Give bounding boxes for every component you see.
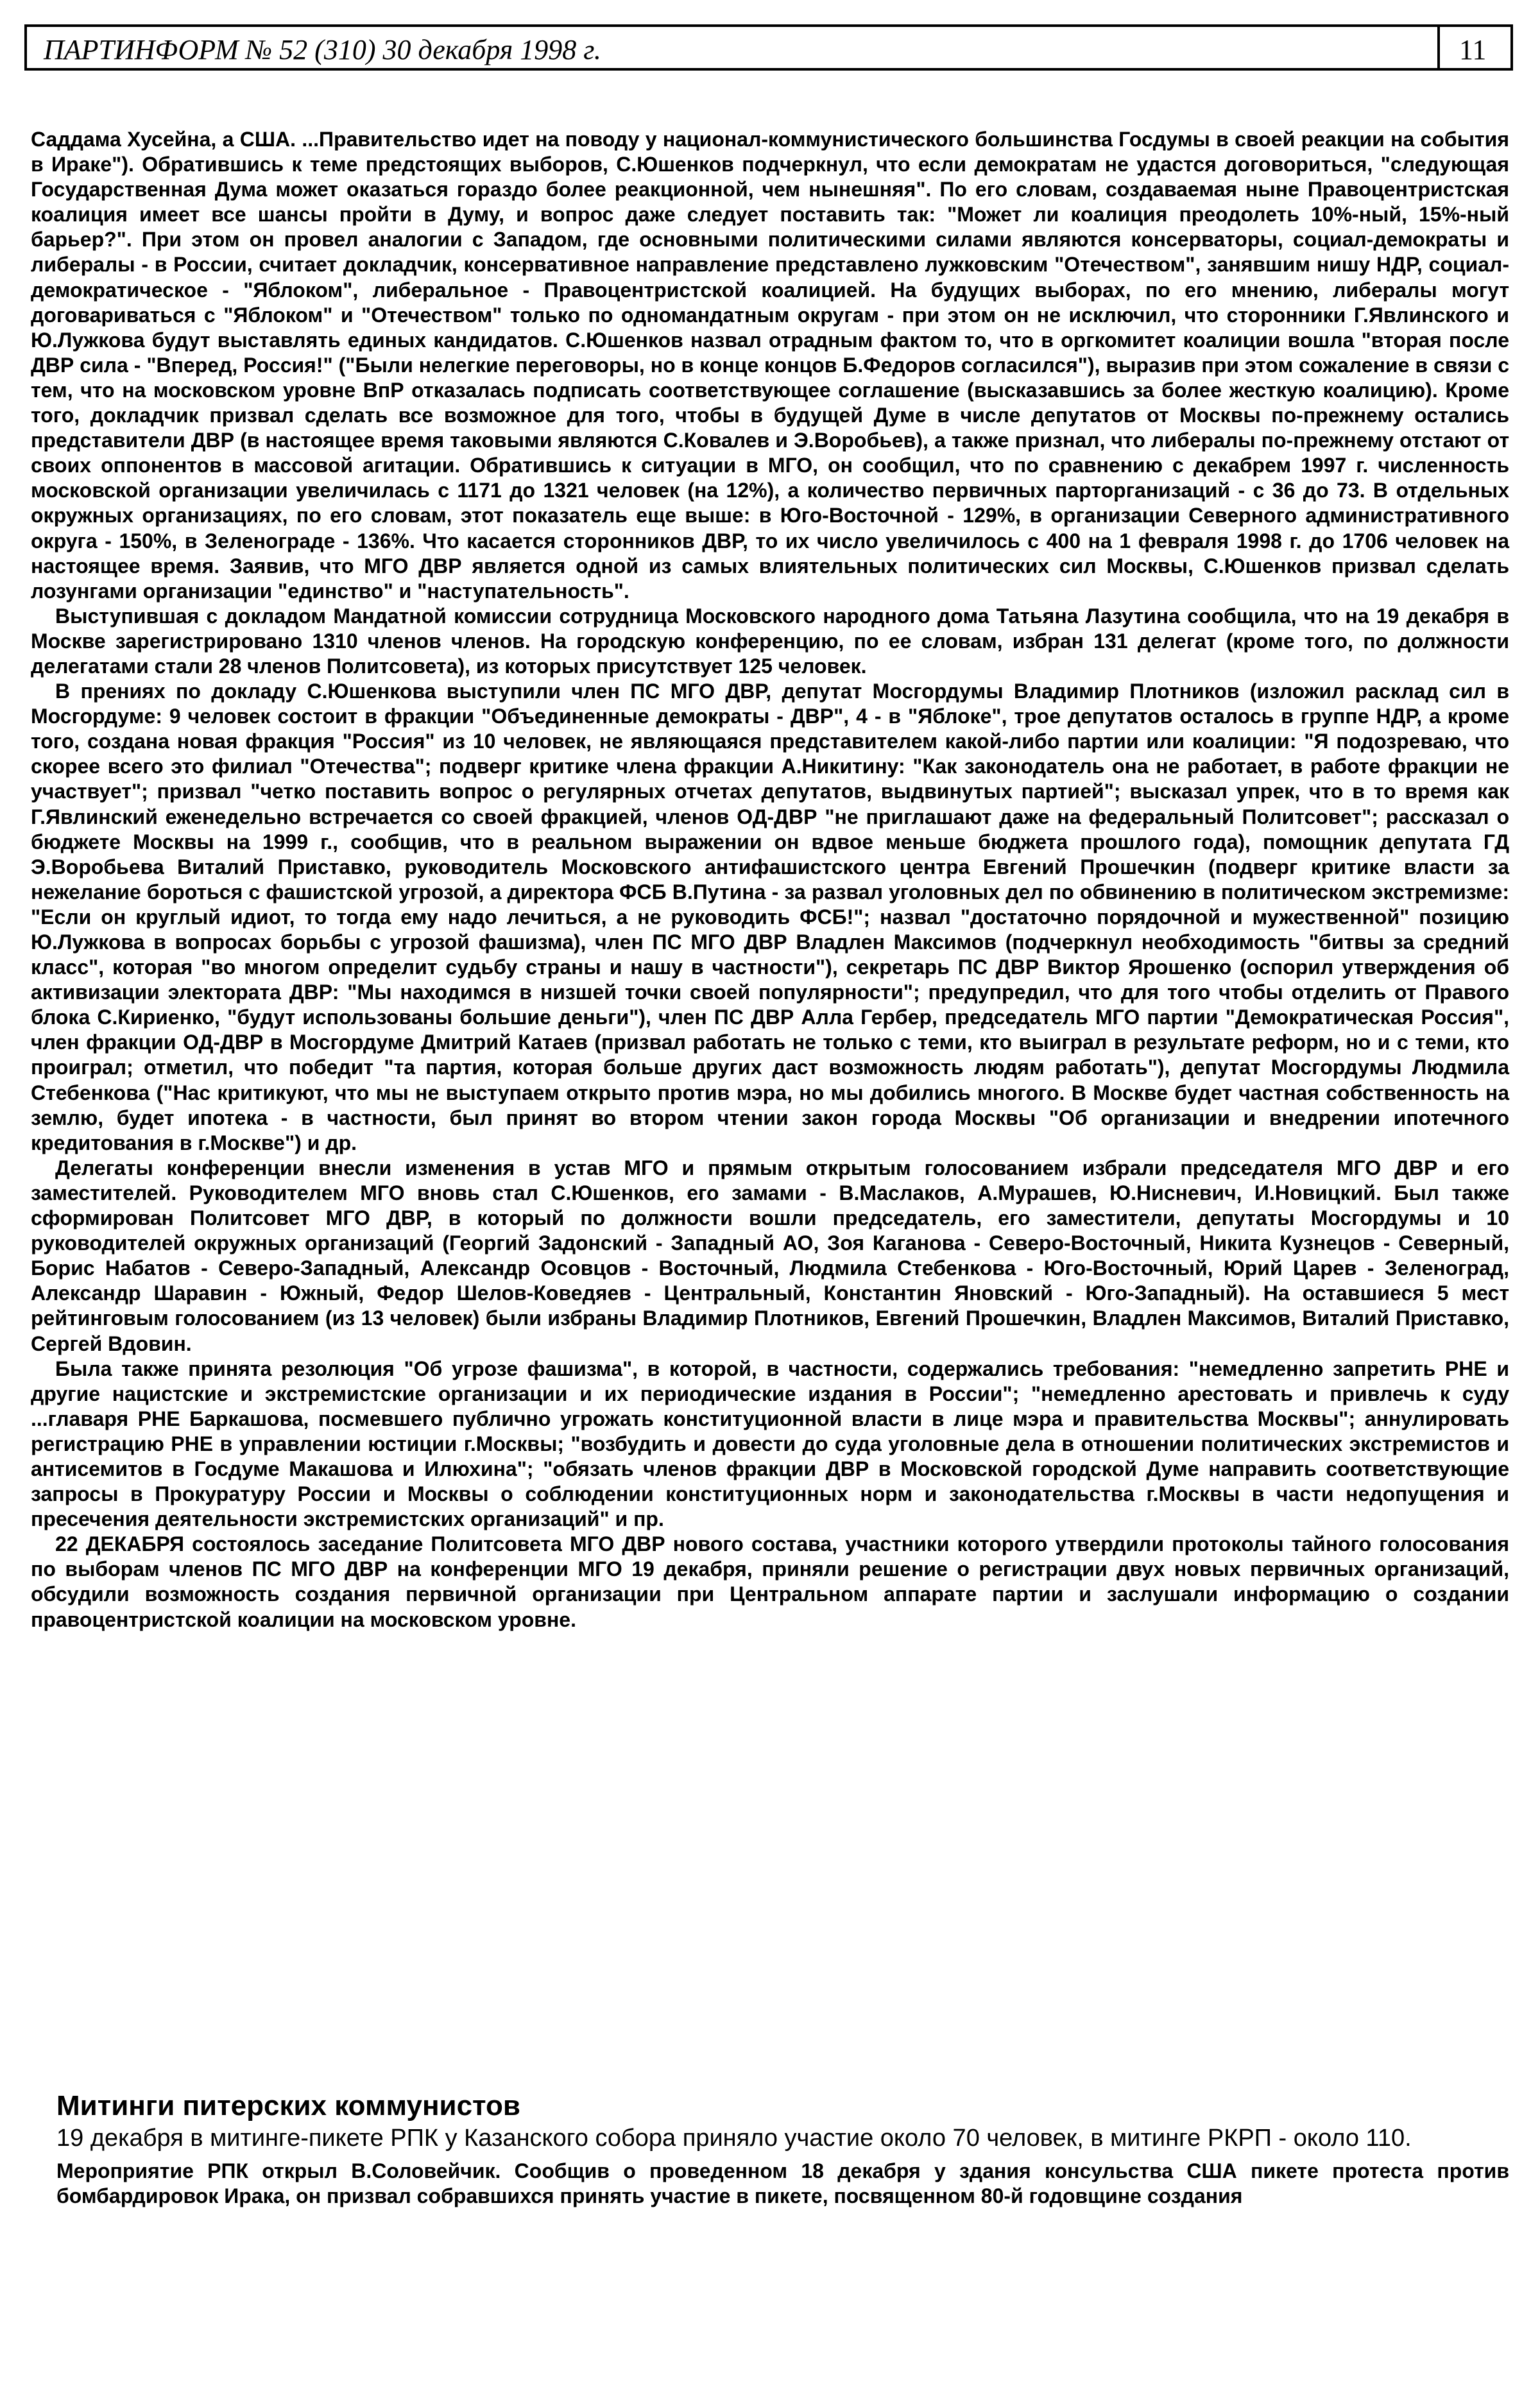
rally-section [56, 2088, 1509, 2209]
section-paragraph: Мероприятие РПК открыл В.Соловейчик. Сообщив о проведенном 18 декабря у здания консульства США пикете протеста против бомбардировок Ирака, он призвал собравшихся принять участие в пикете, посвященном 80-й годовщине создания [56, 2159, 1509, 2207]
article-paragraph: 22 ДЕКАБРЯ состоялось заседание Политсовета МГО ДВР нового состава, участники которого утвердили протоколы тайного голосования по выборам членов ПС МГО ДВР на конференции МГО 19 декабря, приняли решение о регистрации двух новых первичных организаций, обсудили возможность создания первичной организации при Центральном аппарате партии и заслушали информацию о создании правоцентристской коалиции на московском уровне. [31, 1532, 1509, 1631]
article-paragraph: Делегаты конференции внесли изменения в устав МГО и прямым открытым голосованием избрали председателя МГО ДВР и его заместителей. Руководителем МГО вновь стал С.Юшенков, его замами - В.Маслаков, А.Мурашев, Ю.Нисневич, И.Новицкий. Был также сформирован Политсовет МГО ДВР, в который по должности вошли председатель, его заместители, депутаты Мосгордумы и 10 руководителей окружных организаций (Георгий Задонский - Западный АО, Зоя Каганова - Северо-Восточный, Никита Кузнецов - Северный, Борис Набатов - Северо-Западный, Александр Осовцов - Восточный, Людмила Стебенкова - Юго-Восточный, Юрий Царев - Зеленоград, Александр Шаравин - Южный, Федор Шелов-Коведяев - Центральный, Константин Яновский - Юго-Западный). На оставшиеся 5 мест рейтинговым голосованием (из 13 человек) были избраны Владимир Плотников, Евгений Прошечкин, Владлен Максимов, Виталий Приставко, Сергей Вдовин. [31, 1156, 1509, 1355]
header-divider [1437, 27, 1440, 68]
page-number: 11 [1459, 34, 1487, 65]
article-paragraph: В прениях по докладу С.Юшенкова выступили член ПС МГО ДВР, депутат Мосгордумы Владимир Плотников (изложил расклад сил в Мосгордуме: 9 человек состоит в фракции "Объединенные демократы - ДВР", 4 - в "Яблоке", трое депутатов осталось в группе НДР, а кроме того, создана новая фракция "Россия" из 10 человек, не являющаяся представителем какой-либо партии или коалиции: "Я подозреваю, что скорее всего это филиал "Отечества"; подверг критике члена фракции А.Никитину: "Как законодатель она не работает, в работе фракции не участвует"; призвал "четко поставить вопрос о регулярных отчетах депутатов, выдвинутых партией"; высказал упрек, что в то время как Г.Явлинский еженедельно встречается со своей фракцией, членов ОД-ДВР "не приглашают даже на федеральный Политсовет"; рассказал о бюджете Москвы на 1999 г., сообщив, что в реальном выражении он вдвое меньше бюджета прошлого года), помощник депутата ГД Э.Воробьева Виталий Приставко, руководитель Московского антифашистского центра Евгений Прошечкин (подверг критике власти за нежелание бороться с фашистской угрозой, а директора ФСБ В.Путина - за развал уголовных дел по обвинению в политическом экстремизме: "Если он круглый идиот, то тогда ему надо лечиться, а не руководить ФСБ!"; назвал "достаточно порядочной и мужественной" позицию Ю.Лужкова в вопросах борьбы с угрозой фашизма), член ПС МГО ДВР Владлен Максимов (подчеркнул необходимость "битвы за средний класс", которая "во многом определит судьбу страны и нашу в частности"), секретарь ПС ДВР Виктор Ярошенко (оспорил утверждения об активизации электората ДВР: "Мы находимся в низшей точки своей популярности"; предупредил, что для того чтобы отделить от Правого блока С.Кириенко, "будут использованы большие деньги"), член ПС ДВР Алла Гербер, председатель МГО партии "Демократическая Россия", член фракции ОД-ДВР в Мосгордуме Дмитрий Катаев (призвал работать не только с теми, кто выиграл в результате реформ, но и с теми, кто проиграл; отметил, что победит "та партия, которая больше других даст возможность людям работать"), депутат Мосгордумы Людмила Стебенкова ("Нас критикуют, что мы не выступаем открыто против мэра, но мы добились многого. В Москве будет частная собственность на землю, будет ипотека - в частности, был принят во втором чтении закон города Москвы "Об организации и внедрении ипотечного кредитования в г.Москве") и др. [31, 680, 1509, 1154]
section-title: Митинги питерских коммунистов [56, 2090, 520, 2121]
page-header [24, 24, 1513, 71]
section-lead: 19 декабря в митинге-пикете РПК у Казанского собора приняло участие около 70 человек, в митинге РКРП - около 110. [56, 2125, 1412, 2152]
article-paragraph: Саддама Хусейна, а США. ...Правительство идет на поводу у национал-коммунистического большинства Госдумы в своей реакции на события в Ираке"). Обратившись к теме предстоящих выборов, С.Юшенков подчеркнул, что если демократам не удастся договориться, "следующая Государственная Дума может оказаться гораздо более реакционной, чем нынешняя". По его словам, создаваемая ныне Правоцентристская коалиция имеет все шансы пройти в Думу, и вопрос даже следует поставить так: "Может ли коалиция преодолеть 10%-ный, 15%-ный барьер?". При этом он провел аналогии с Западом, где основными политическими силами являются консерваторы, социал-демократы и либералы - в России, считает докладчик, консервативное направление представлено лужковским "Отечеством", занявшим нишу НДР, социал-демократическое - "Яблоком", либеральное - Правоцентристской коалицией. На будущих выборах, по его мнению, либералы могут договариваться с "Яблоком" и "Отечеством" только по одномандатным округам - при этом он не исключил, что сторонники Г.Явлинского и Ю.Лужкова будут выставлять единых кандидатов. С.Юшенков назвал отрадным фактом то, что в оргкомитет коалиции вошла "вторая после ДВР сила - "Вперед, Россия!" ("Были нелегкие переговоры, но в конце концов Б.Федоров согласился"), выразив при этом сожаление в связи с тем, что на московском уровне ВпР отказалась подписать соответствующее соглашение (высказавшись за более жесткую коалицию). Кроме того, докладчик призвал сделать все возможное для того, чтобы в будущей Думе в числе депутатов от Москвы по-прежнему остались представители ДВР (в настоящее время таковыми являются С.Ковалев и Э.Воробьев), а также признал, что либералы по-прежнему отстают от своих оппонентов в массовой агитации. Обратившись к ситуации в МГО, он сообщил, что по сравнению с декабрем 1997 г. численность московской организации увеличилась с 1171 до 1321 человек (на 12%), а количество первичных парторганизаций - с 36 до 73. В отдельных окружных организациях, по его словам, этот показатель еще выше: в Юго-Восточной - 129%, в организации Северного административного округа - 150%, в Зеленограде - 136%. Что касается сторонников ДВР, то их число увеличилось с 400 на 1 февраля 1998 г. до 1706 человек на настоящее время. Заявив, что МГО ДВР является одной из самых влиятельных политических сил Москвы, С.Юшенков призвал сделать лозунгами организации "единство" и "наступательность". [31, 128, 1509, 603]
publication-title: ПАРТИНФОРМ № 52 (310) 30 декабря 1998 г. [44, 34, 601, 65]
article-body [31, 127, 1509, 1632]
article-paragraph: Выступившая с докладом Мандатной комиссии сотрудница Московского народного дома Татьяна Лазутина сообщила, что на 19 декабря в Москве зарегистрировано 1310 членов членов. На городскую конференцию, по ее словам, избран 131 делегат (кроме того, по должности делегатами стали 28 членов Политсовета), из которых присутствует 125 человек. [31, 604, 1509, 678]
article-paragraph: Была также принята резолюция "Об угрозе фашизма", в которой, в частности, содержались требования: "немедленно запретить РНЕ и другие нацистские и экстремистские организации и их периодические издания в России"; "немедленно арестовать и привлечь к суду ...главаря РНЕ Баркашова, посмевшего публично угрожать конституционной власти в лице мэра и правительства Москвы"; аннулировать регистрацию РНЕ в управлении юстиции г.Москвы; "возбудить и довести до суда уголовные дела в отношении политических экстремистов и антисемитов в Госдуме Макашова и Илюхина"; "обязать членов фракции ДВР в Московской городской Думе направить соответствующие запросы в Прокуратуру России и Москвы о соблюдении конституционных норм и законодательства г.Москвы в части недопущения и пресечения деятельности экстремистских организаций" и пр. [31, 1357, 1509, 1531]
